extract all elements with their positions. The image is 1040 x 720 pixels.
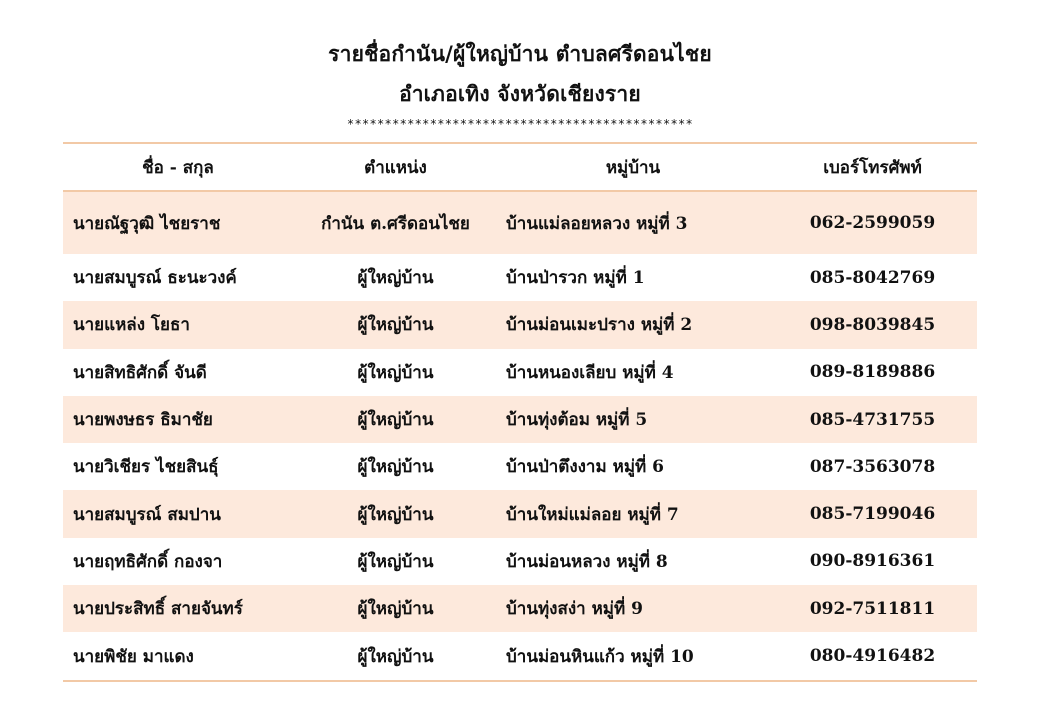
cell-phone: 062-2599059 <box>809 213 936 233</box>
cell-village: บ้านหนองเลียบ หมู่ที่ 4 <box>506 362 674 383</box>
column-header-phone: เบอร์โทรศัพท์ <box>823 157 922 178</box>
cell-position: ผู้ใหญ่บ้าน <box>357 315 434 336</box>
cell-name: นายวิเชียร ไชยสินธุ์ <box>73 457 219 478</box>
cell-position: กำนัน ต.ศรีดอนไชย <box>321 213 470 234</box>
cell-phone: 085-4731755 <box>809 409 936 430</box>
cell-position: ผู้ใหญ่บ้าน <box>357 457 434 478</box>
cell-phone: 085-8042769 <box>809 267 936 288</box>
cell-village: บ้านม่อนหินแก้ว หมู่ที่ 10 <box>506 646 694 667</box>
cell-village: บ้านม่อนเมะปราง หมู่ที่ 2 <box>506 315 693 336</box>
cell-phone: 087-3563078 <box>809 456 936 477</box>
cell-name: นายประสิทธิ์ สายจันทร์ <box>73 599 243 620</box>
cell-phone: 085-7199046 <box>809 504 936 525</box>
cell-village: บ้านป่าตึงงาม หมู่ที่ 6 <box>506 457 664 478</box>
cell-position: ผู้ใหญ่บ้าน <box>357 268 434 289</box>
table-row <box>63 254 977 301</box>
cell-name: นายสมบูรณ์ ธะนะวงค์ <box>73 268 237 289</box>
cell-village: บ้านแม่ลอยหลวง หมู่ที่ 3 <box>506 213 688 234</box>
cell-position: ผู้ใหญ่บ้าน <box>357 646 434 667</box>
table-row <box>63 632 977 679</box>
table-row <box>63 192 977 254</box>
table-row <box>63 396 977 443</box>
cell-phone: 098-8039845 <box>809 314 936 335</box>
cell-position: ผู้ใหญ่บ้าน <box>357 599 434 620</box>
separator-stars: ********************************************** <box>346 117 694 131</box>
cell-phone: 089-8189886 <box>809 362 936 383</box>
cell-village: บ้านใหม่แม่ลอย หมู่ที่ 7 <box>506 504 679 525</box>
table-row <box>63 585 977 632</box>
table-row <box>63 301 977 348</box>
document-subtitle: อำเภอเทิง จังหวัดเชียงราย <box>399 82 641 106</box>
cell-position: ผู้ใหญ่บ้าน <box>357 504 434 525</box>
column-header-name: ชื่อ - สกุล <box>142 157 214 178</box>
cell-position: ผู้ใหญ่บ้าน <box>357 551 434 572</box>
table-row <box>63 490 977 537</box>
cell-position: ผู้ใหญ่บ้าน <box>357 410 434 431</box>
cell-name: นายฤทธิศักดิ์ กองจา <box>73 551 223 572</box>
cell-village: บ้านทุ่งสง่า หมู่ที่ 9 <box>506 599 643 620</box>
document-title: รายชื่อกำนัน/ผู้ใหญ่บ้าน ตำบลศรีดอนไชย <box>328 42 712 66</box>
table-row <box>63 349 977 396</box>
cell-name: นายสิทธิศักดิ์ จันดี <box>73 362 207 383</box>
cell-name: นายพิชัย มาแดง <box>73 646 194 667</box>
column-header-position: ตำแหน่ง <box>364 157 427 178</box>
cell-phone: 092-7511811 <box>809 598 936 619</box>
cell-name: นายพงษธร ธิมาชัย <box>73 410 213 431</box>
cell-name: นายแหล่ง โยธา <box>73 315 190 336</box>
contact-table <box>63 142 977 682</box>
cell-phone: 080-4916482 <box>809 646 936 667</box>
cell-village: บ้านป่ารวก หมู่ที่ 1 <box>506 268 645 289</box>
cell-village: บ้านทุ่งต้อม หมู่ที่ 5 <box>506 410 648 431</box>
table-header-row <box>63 144 977 192</box>
cell-village: บ้านม่อนหลวง หมู่ที่ 8 <box>506 551 668 572</box>
cell-phone: 090-8916361 <box>809 551 936 572</box>
table-row <box>63 443 977 490</box>
cell-position: ผู้ใหญ่บ้าน <box>357 362 434 383</box>
table-row <box>63 538 977 585</box>
cell-name: นายณัฐวุฒิ ไชยราช <box>73 213 221 234</box>
column-header-village: หมู่บ้าน <box>605 157 661 178</box>
cell-name: นายสมบูรณ์ สมปาน <box>73 504 221 525</box>
